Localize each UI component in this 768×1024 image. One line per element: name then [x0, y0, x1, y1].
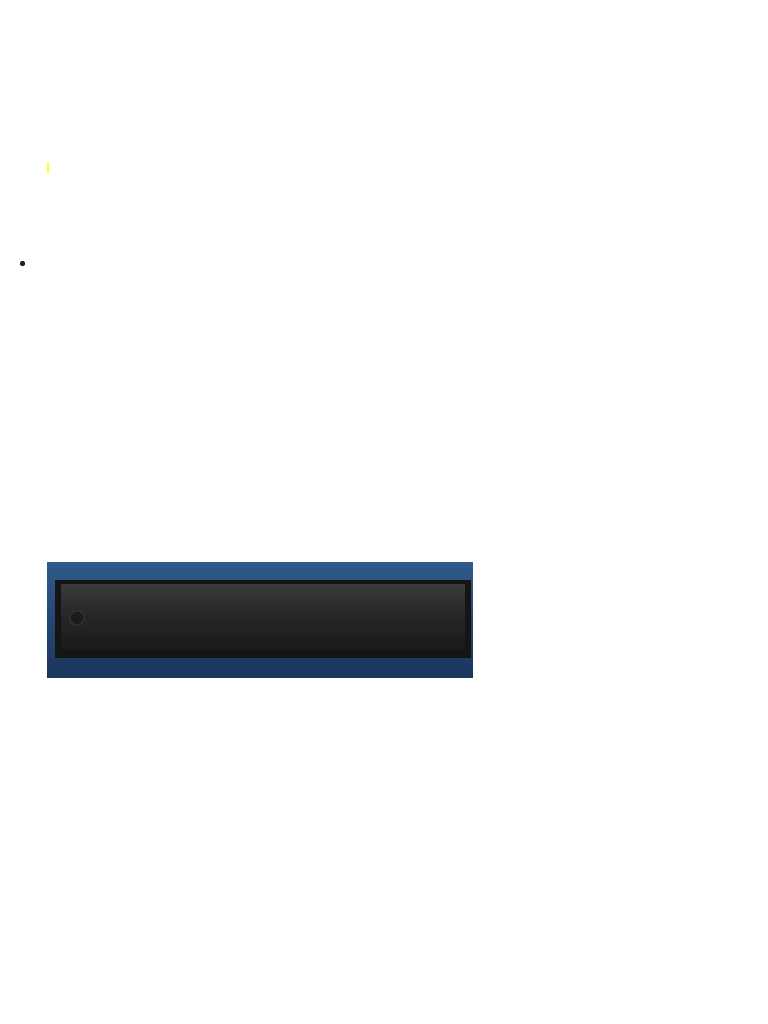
atmega-chip-image: [47, 562, 473, 678]
microcontroller-photo: [47, 562, 473, 678]
highlight-marker: [47, 162, 49, 173]
bullet-icon: [20, 261, 25, 266]
